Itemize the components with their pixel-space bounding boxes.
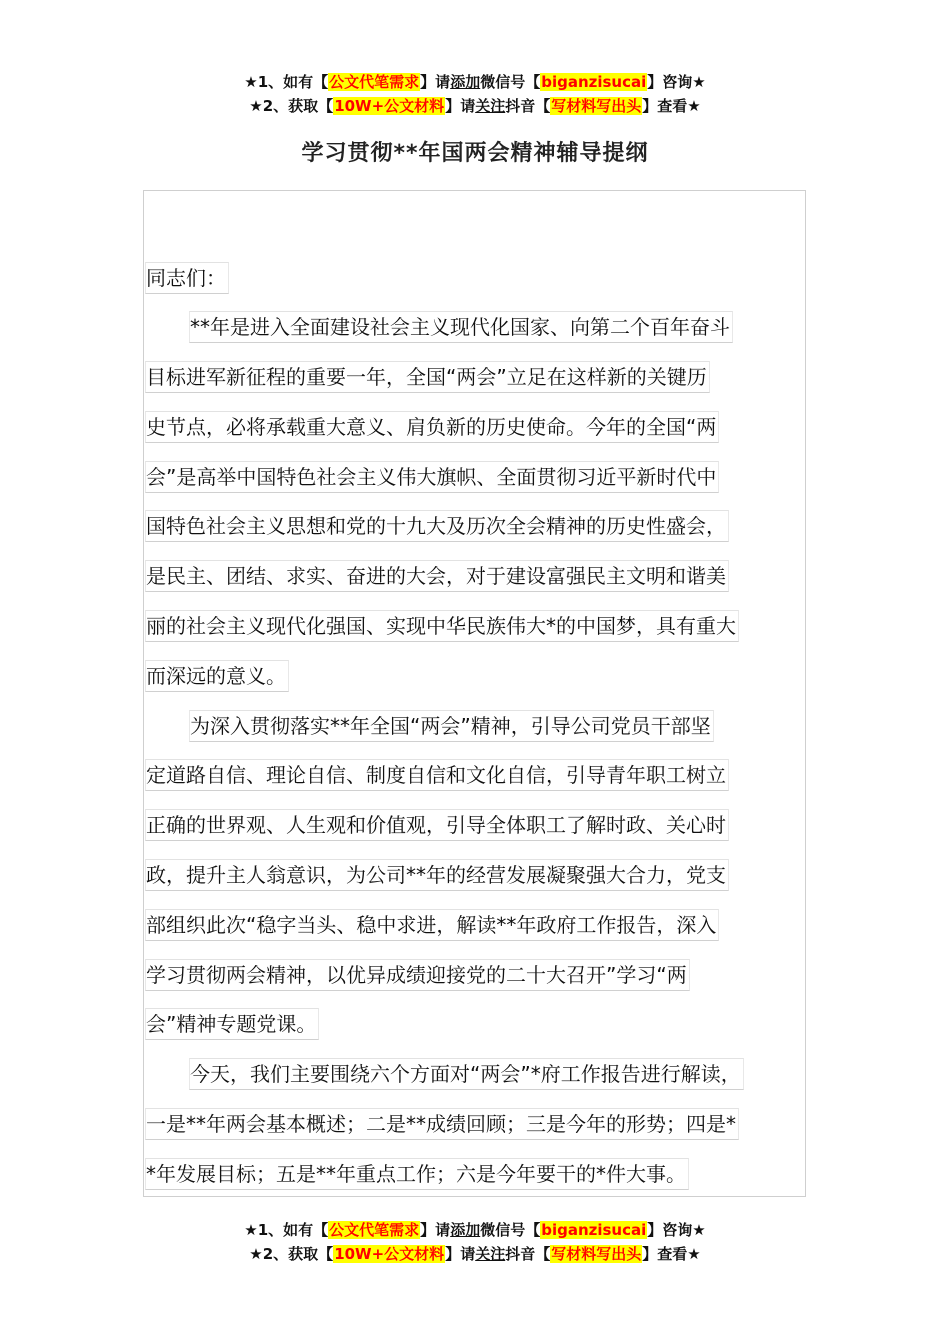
text-line: 今天，我们主要围绕六个方面对“两会”*府工作报告进行解读，: [145, 1049, 835, 1099]
banner-highlight: biganzisucai: [541, 73, 647, 91]
header-banner: [0, 70, 950, 118]
document-title: 学习贯彻**年国两会精神辅导提纲: [301, 141, 649, 166]
text-line: 为深入贯彻落实**年全国“两会”精神，引导公司党员干部坚: [145, 700, 835, 750]
text-line: 定道路自信、理论自信、制度自信和文化自信，引导青年职工树立: [145, 750, 835, 800]
banner-highlight: 公文代笔需求: [329, 1221, 420, 1239]
banner-line-2: ★2、获取【10W+公文材料】请关注抖音【写材料写出头】查看★: [249, 97, 701, 115]
text-line: 国特色社会主义思想和党的十九大及历次全会精神的历史性盛会，: [145, 501, 835, 551]
text-line: 会”是高举中国特色社会主义伟大旗帜、全面贯彻习近平新时代中: [145, 451, 835, 501]
banner-line-1: ★1、如有【公文代笔需求】请添加微信号【biganzisucai】咨询★: [244, 1221, 706, 1239]
text-line: 目标进军新征程的重要一年，全国“两会”立足在这样新的关键历: [145, 352, 835, 402]
banner-line-1: ★1、如有【公文代笔需求】请添加微信号【biganzisucai】咨询★: [244, 73, 706, 91]
banner-highlight: 10W+公文材料: [334, 1245, 445, 1263]
text-line: 正确的世界观、人生观和价值观，引导全体职工了解时政、关心时: [145, 800, 835, 850]
text-line: 政，提升主人翁意识，为公司**年的经营发展凝聚强大合力，党支: [145, 850, 835, 900]
text-line: 部组织此次“稳字当头、稳中求进，解读**年政府工作报告，深入: [145, 899, 835, 949]
text-line: 学习贯彻两会精神，以优异成绩迎接党的二十大召开”学习“两: [145, 949, 835, 999]
text-line: 而深远的意义。: [145, 650, 835, 700]
text-line: 丽的社会主义现代化强国、实现中华民族伟大*的中国梦，具有重大: [145, 601, 835, 651]
text-line: 同志们：: [145, 252, 835, 302]
text-line: 会”精神专题党课。: [145, 999, 835, 1049]
text-line: 一是**年两会基本概述；二是**成绩回顾；三是今年的形势；四是*: [145, 1099, 835, 1149]
banner-highlight: 10W+公文材料: [334, 97, 445, 115]
banner-highlight: 写材料写出头: [551, 97, 642, 115]
text-line: **年是进入全面建设社会主义现代化国家、向第二个百年奋斗: [145, 302, 835, 352]
text-line: *年发展目标；五是**年重点工作；六是今年要干的*件大事。: [145, 1148, 835, 1198]
banner-highlight: 公文代笔需求: [329, 73, 420, 91]
text-line: 史节点，必将承载重大意义、肩负新的历史使命。今年的全国“两: [145, 401, 835, 451]
banner-line-2: ★2、获取【10W+公文材料】请关注抖音【写材料写出头】查看★: [249, 1245, 701, 1263]
banner-highlight: 写材料写出头: [551, 1245, 642, 1263]
document-body: [145, 252, 835, 1198]
banner-highlight: biganzisucai: [541, 1221, 647, 1239]
footer-banner: [0, 1218, 950, 1266]
text-line: 是民主、团结、求实、奋进的大会，对于建设富强民主文明和谐美: [145, 551, 835, 601]
